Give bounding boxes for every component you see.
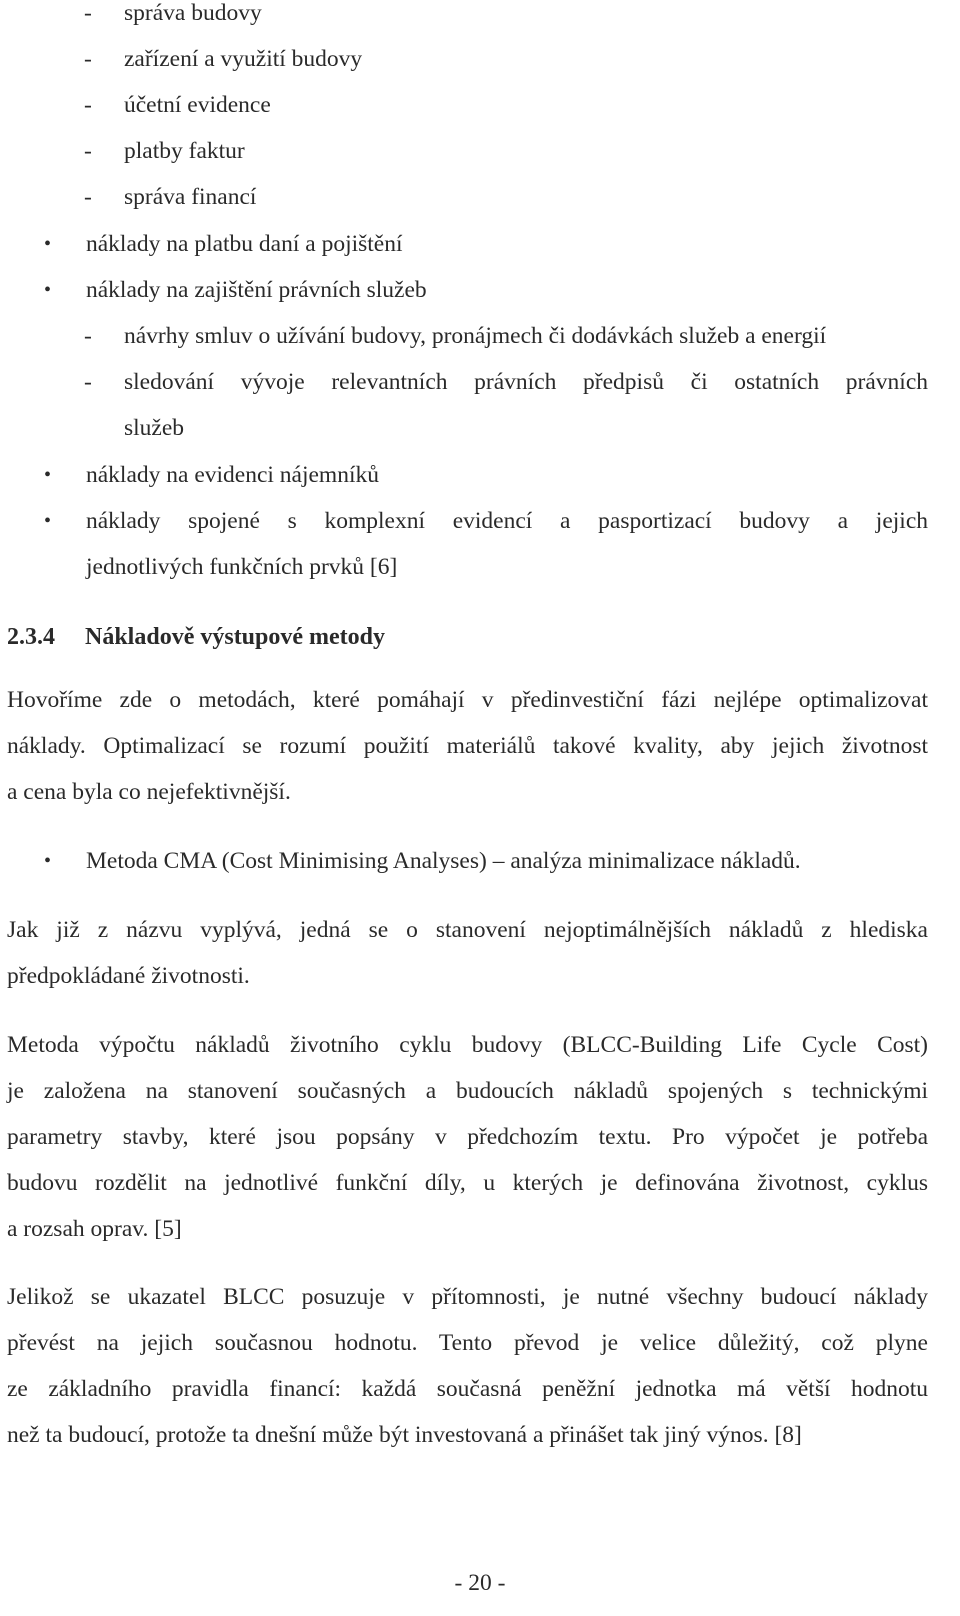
bullet-text: náklady na zajištění právních služeb: [86, 277, 427, 303]
bullet-text: Metoda CMA (Cost Minimising Analyses) – analýza minimalizace nákladů.: [86, 848, 801, 874]
bullet-text: náklady na platbu daní a pojištění: [86, 231, 403, 257]
dash-marker: -: [84, 0, 92, 26]
paragraph-line: Hovoříme zde o metodách, které pomáhají v předinvestiční fázi nejlépe optimalizovat: [7, 687, 928, 713]
list-item-text: zařízení a využití budovy: [124, 46, 363, 72]
section-heading: [7, 624, 385, 651]
paragraph-line: Jak již z názvu vyplývá, jedná se o stanovení nejoptimálnějších nákladů z hlediska: [7, 917, 928, 943]
paragraph-line: předpokládané životnosti.: [7, 963, 250, 989]
bullet-text: náklady na evidenci nájemníků: [86, 462, 379, 488]
paragraph-line: převést na jejich současnou hodnotu. Tento převod je velice důležitý, což plyne: [7, 1330, 928, 1356]
bullet-text: náklady spojené s komplexní evidencí a pasportizací budovy a jejich: [86, 508, 928, 534]
list-item-text: účetní evidence: [124, 92, 271, 118]
paragraph-line: Jelikož se ukazatel BLCC posuzuje v přítomnosti, je nutné všechny budoucí náklady: [7, 1284, 928, 1310]
paragraph-line: ze základního pravidla financí: každá současná peněžní jednotka má větší hodnotu: [7, 1376, 928, 1402]
dash-marker: -: [84, 46, 92, 72]
dash-marker: -: [84, 184, 92, 210]
bullet-icon: •: [44, 850, 52, 872]
list-item-text: správa budovy: [124, 0, 262, 26]
dash-marker: -: [84, 138, 92, 164]
paragraph-line: a cena byla co nejefektivnější.: [7, 779, 291, 805]
dash-marker: -: [84, 369, 92, 395]
paragraph-line: budovu rozdělit na jednotlivé funkční díly, u kterých je definována životnost, cyklus: [7, 1170, 928, 1196]
paragraph-line: Metoda výpočtu nákladů životního cyklu budovy (BLCC-Building Life Cycle Cost): [7, 1032, 928, 1058]
section-title: Nákladově výstupové metody: [85, 624, 386, 650]
paragraph-line: a rozsah oprav. [5]: [7, 1216, 182, 1242]
list-item-text: návrhy smluv o užívání budovy, pronájmech či dodávkách služeb a energií: [124, 323, 827, 349]
bullet-text: jednotlivých funkčních prvků [6]: [86, 554, 398, 580]
paragraph-line: je založena na stanovení současných a budoucích nákladů spojených s technickými: [7, 1078, 928, 1104]
bullet-icon: •: [44, 279, 52, 301]
dash-marker: -: [84, 92, 92, 118]
bullet-icon: •: [44, 510, 52, 532]
list-item-text: platby faktur: [124, 138, 245, 164]
list-item-text: správa financí: [124, 184, 257, 210]
page-number: - 20 -: [454, 1570, 506, 1596]
bullet-icon: •: [44, 464, 52, 486]
section-number: 2.3.4: [7, 624, 55, 650]
paragraph-line: náklady. Optimalizací se rozumí použití materiálů takové kvality, aby jejich životnost: [7, 733, 928, 759]
list-item-text: sledování vývoje relevantních právních předpisů či ostatních právních: [124, 369, 928, 395]
paragraph-line: než ta budoucí, protože ta dnešní může být investovaná a přinášet tak jiný výnos. [8]: [7, 1422, 802, 1448]
dash-marker: -: [84, 323, 92, 349]
bullet-icon: •: [44, 233, 52, 255]
paragraph-line: parametry stavby, které jsou popsány v předchozím textu. Pro výpočet je potřeba: [7, 1124, 928, 1150]
list-item-text: služeb: [124, 415, 185, 441]
